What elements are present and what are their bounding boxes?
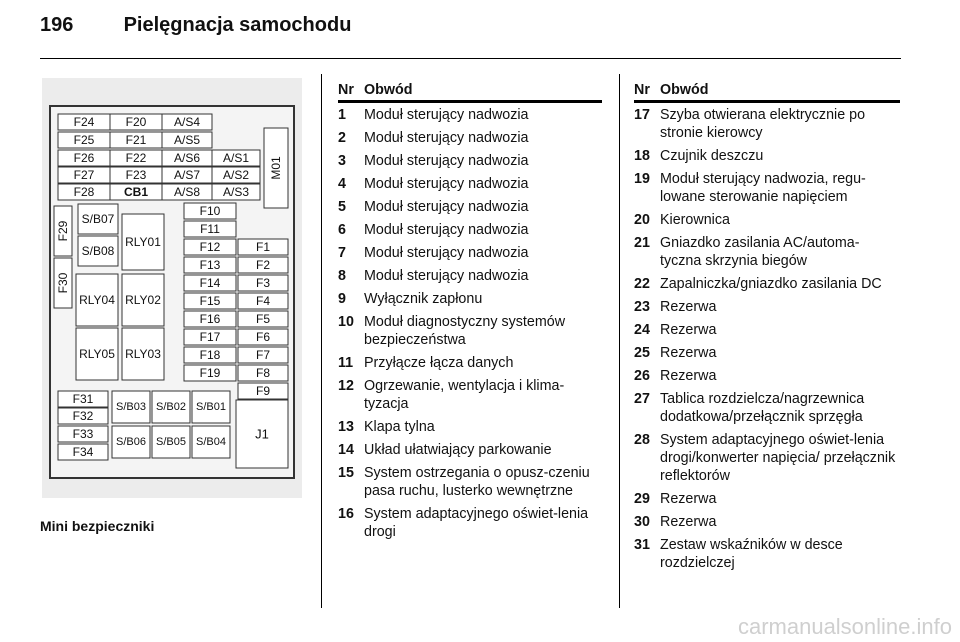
row-number: 12: [338, 378, 354, 394]
row-number: 9: [338, 291, 346, 307]
row-number: 11: [338, 355, 354, 371]
row-number: 16: [338, 506, 354, 522]
table-row: [338, 106, 602, 124]
svg-text:F34: F34: [72, 445, 94, 459]
row-number: 2: [338, 130, 346, 146]
svg-text:A/S1: A/S1: [222, 151, 250, 165]
fuse-F9: [238, 383, 288, 399]
table-row: [634, 298, 900, 316]
svg-text:A/S5: A/S5: [173, 133, 201, 147]
row-description: Rezerwa: [660, 491, 717, 507]
fuse-F19: [184, 365, 236, 381]
svg-text:RLY04: RLY04: [79, 293, 115, 307]
fuse-F25: [58, 132, 110, 148]
table-row: [338, 244, 602, 262]
row-description: Czujnik deszczu: [660, 148, 764, 164]
row-number: 1: [338, 107, 346, 123]
svg-text:S/B03: S/B03: [116, 401, 146, 413]
row-description: Moduł sterujący nadwozia: [364, 222, 529, 238]
svg-text:F18: F18: [199, 348, 221, 362]
fuse-F3: [238, 275, 288, 291]
row-number: 10: [338, 314, 354, 330]
svg-text:F23: F23: [125, 168, 147, 182]
row-description: Rezerwa: [660, 368, 717, 384]
svg-text:A/S7: A/S7: [173, 168, 201, 182]
svg-text:F33: F33: [72, 427, 94, 441]
header-nr: Nr: [634, 82, 650, 98]
svg-text:A/S3: A/S3: [222, 185, 250, 199]
fuse-F28: [58, 184, 110, 200]
header-circuit: Obwód: [364, 82, 413, 98]
row-description: Wyłącznik zapłonu: [364, 291, 483, 307]
table-row: [634, 275, 900, 293]
fuse-F23: [110, 167, 162, 183]
fuse-F34: [58, 444, 108, 460]
fuse-F5: [238, 311, 288, 327]
svg-text:M01: M01: [269, 156, 283, 180]
table-row: [634, 367, 900, 385]
fuse-box-svg: [42, 78, 302, 498]
fuse-SB05: [152, 426, 190, 458]
relay-RLY03: [122, 328, 164, 380]
fuse-SB06: [112, 426, 150, 458]
row-description: Moduł sterujący nadwozia: [364, 153, 529, 169]
row-number: 25: [634, 345, 650, 361]
header-nr: Nr: [338, 82, 354, 98]
row-description: Zestaw wskaźników w desce rozdzielczej: [660, 537, 843, 571]
svg-text:A/S6: A/S6: [173, 151, 201, 165]
table-row: [338, 377, 602, 413]
table-row: [338, 464, 602, 500]
row-number: 5: [338, 199, 346, 215]
circuit-table-right: [634, 81, 900, 577]
svg-text:F16: F16: [199, 312, 221, 326]
watermark: carmanualsonline.info: [737, 614, 952, 639]
row-number: 24: [634, 322, 650, 338]
svg-text:RLY01: RLY01: [125, 235, 161, 249]
row-description: System adaptacyjnego oświet-lenia drogi/konwerter napięcia/ przełącznik reflektorów: [660, 432, 896, 484]
row-number: 14: [338, 442, 354, 458]
svg-text:F8: F8: [255, 366, 271, 380]
fuse-SB07: [78, 204, 118, 234]
svg-text:F14: F14: [199, 276, 221, 290]
svg-text:F24: F24: [73, 115, 95, 129]
circuit-table-left: [338, 81, 602, 546]
fuse-AS1: [212, 150, 260, 166]
fuse-F2: [238, 257, 288, 273]
header-rule: [40, 58, 901, 59]
fuse-SB02: [152, 391, 190, 423]
row-description: Klapa tylna: [364, 419, 435, 435]
svg-text:F29: F29: [56, 220, 70, 242]
fuse-box-diagram: [42, 78, 302, 498]
figure-caption: Mini bezpieczniki: [40, 518, 155, 534]
header-circuit: Obwód: [660, 82, 709, 98]
svg-text:F17: F17: [199, 330, 221, 344]
svg-text:F22: F22: [125, 151, 147, 165]
fuse-SB04: [192, 426, 230, 458]
fuse-F32: [58, 408, 108, 424]
table-row: [338, 129, 602, 147]
svg-text:A/S2: A/S2: [222, 168, 250, 182]
svg-text:F11: F11: [200, 222, 220, 236]
svg-text:F19: F19: [199, 366, 221, 380]
table-row: [338, 313, 602, 349]
row-description: Rezerwa: [660, 514, 717, 530]
fuse-F24: [58, 114, 110, 130]
fuse-F1: [238, 239, 288, 255]
fuse-AS3: [212, 184, 260, 200]
svg-text:J1: J1: [255, 426, 269, 442]
fuse-F11: [184, 221, 236, 237]
row-number: 7: [338, 245, 346, 261]
row-number: 18: [634, 148, 650, 164]
fuse-F20: [110, 114, 162, 130]
row-description: Rezerwa: [660, 322, 717, 338]
table-row: [338, 441, 602, 459]
fuse-AS4: [162, 114, 212, 130]
row-number: 21: [634, 235, 650, 251]
fuse-F29: [54, 206, 72, 256]
fuse-AS6: [162, 150, 212, 166]
table-row: [634, 147, 900, 165]
svg-text:S/B02: S/B02: [156, 401, 186, 413]
fuse-F14: [184, 275, 236, 291]
row-number: 26: [634, 368, 650, 384]
svg-text:F30: F30: [56, 272, 70, 294]
fuse-F13: [184, 257, 236, 273]
fuse-F16: [184, 311, 236, 327]
table-row: [634, 321, 900, 339]
svg-text:A/S8: A/S8: [173, 185, 201, 199]
table-row: [338, 198, 602, 216]
fuse-AS8: [162, 184, 212, 200]
fuse-F7: [238, 347, 288, 363]
svg-text:F28: F28: [73, 185, 95, 199]
row-description: Szyba otwierana elektrycznie po stronie kierowcy: [660, 107, 866, 141]
row-number: 8: [338, 268, 346, 284]
row-description: Gniazdko zasilania AC/automa-tyczna skrzynia biegów: [660, 235, 860, 269]
row-description: System adaptacyjnego oświet-lenia drogi: [364, 506, 589, 540]
fuse-F33: [58, 426, 108, 442]
table-row: [634, 106, 900, 142]
row-description: Moduł sterujący nadwozia, regu-lowane sterowanie napięciem: [660, 171, 866, 205]
row-description: Moduł diagnostyczny systemów bezpieczeństwa: [364, 314, 566, 348]
fuse-F31: [58, 391, 108, 407]
table-header: [338, 81, 602, 103]
row-description: Rezerwa: [660, 299, 717, 315]
svg-text:S/B05: S/B05: [156, 436, 186, 448]
svg-text:F9: F9: [255, 384, 271, 398]
row-number: 27: [634, 391, 650, 407]
row-number: 31: [634, 537, 650, 553]
svg-text:F5: F5: [255, 312, 271, 326]
page-number: 196: [40, 14, 74, 36]
fuse-AS7: [162, 167, 212, 183]
fuse-SB03: [112, 391, 150, 423]
row-description: Rezerwa: [660, 345, 717, 361]
table-header: [634, 81, 900, 103]
table-row: [338, 354, 602, 372]
svg-text:F2: F2: [255, 258, 271, 272]
row-description: Ogrzewanie, wentylacja i klima-tyzacja: [364, 378, 565, 412]
fuse-SB08: [78, 236, 118, 266]
row-number: 22: [634, 276, 650, 292]
row-description: Przyłącze łącza danych: [364, 355, 514, 371]
svg-text:F25: F25: [73, 133, 95, 147]
page-header: [40, 14, 351, 37]
table-row: [338, 175, 602, 193]
table-row: [338, 418, 602, 436]
row-description: Moduł sterujący nadwozia: [364, 268, 529, 284]
fuse-F26: [58, 150, 110, 166]
table-row: [634, 211, 900, 229]
svg-text:F3: F3: [255, 276, 271, 290]
svg-text:F31: F31: [72, 392, 94, 406]
relay-RLY05: [76, 328, 118, 380]
row-description: Kierownica: [660, 212, 730, 228]
svg-text:S/B01: S/B01: [196, 401, 226, 413]
row-number: 30: [634, 514, 650, 530]
table-row: [634, 390, 900, 426]
fuse-F10: [184, 203, 236, 219]
svg-text:RLY02: RLY02: [125, 293, 161, 307]
table-row: [338, 221, 602, 239]
page-title: Pielęgnacja samochodu: [123, 14, 352, 36]
row-number: 23: [634, 299, 650, 315]
row-description: System ostrzegania o opusz-czeniu pasa ruchu, lusterko wewnętrzne: [364, 465, 590, 499]
row-number: 6: [338, 222, 346, 238]
fuse-F6: [238, 329, 288, 345]
fuse-F17: [184, 329, 236, 345]
row-number: 19: [634, 171, 650, 187]
svg-text:F21: F21: [125, 133, 147, 147]
fuse-F8: [238, 365, 288, 381]
svg-text:F7: F7: [255, 348, 271, 362]
column-divider-right: [619, 74, 620, 608]
row-description: Układ ułatwiający parkowanie: [364, 442, 552, 458]
row-number: 4: [338, 176, 346, 192]
row-description: Zapalniczka/gniazdko zasilania DC: [660, 276, 882, 292]
svg-text:F32: F32: [72, 409, 94, 423]
row-number: 13: [338, 419, 354, 435]
table-row: [634, 234, 900, 270]
row-number: 20: [634, 212, 650, 228]
fuse-F15: [184, 293, 236, 309]
module-M01: [264, 128, 288, 208]
svg-text:F4: F4: [255, 294, 271, 308]
table-row: [338, 152, 602, 170]
svg-text:A/S4: A/S4: [173, 115, 201, 129]
svg-text:F20: F20: [125, 115, 147, 129]
table-row: [634, 170, 900, 206]
svg-text:F27: F27: [73, 168, 95, 182]
svg-text:F6: F6: [255, 330, 271, 344]
relay-RLY04: [76, 274, 118, 326]
row-number: 29: [634, 491, 650, 507]
fuse-F21: [110, 132, 162, 148]
relay-RLY02: [122, 274, 164, 326]
row-description: Moduł sterujący nadwozia: [364, 107, 529, 123]
relay-RLY01: [122, 214, 164, 270]
table-row: [634, 490, 900, 508]
svg-text:S/B08: S/B08: [81, 244, 115, 258]
fuse-F27: [58, 167, 110, 183]
svg-text:RLY05: RLY05: [79, 347, 115, 361]
fuse-F30: [54, 258, 72, 308]
fuse-CB1: [110, 184, 162, 200]
svg-text:F15: F15: [199, 294, 221, 308]
svg-text:S/B04: S/B04: [196, 436, 226, 448]
table-row: [634, 513, 900, 531]
table-row: [338, 505, 602, 541]
row-description: Moduł sterujący nadwozia: [364, 130, 529, 146]
row-number: 28: [634, 432, 650, 448]
svg-text:F12: F12: [199, 240, 221, 254]
row-description: Moduł sterujący nadwozia: [364, 199, 529, 215]
fuse-F18: [184, 347, 236, 363]
fuse-F4: [238, 293, 288, 309]
connector-J1: [236, 400, 288, 468]
svg-text:F10: F10: [199, 204, 221, 218]
column-divider-left: [321, 74, 322, 608]
table-row: [338, 290, 602, 308]
fuse-SB01: [192, 391, 230, 423]
row-number: 17: [634, 107, 650, 123]
svg-text:F26: F26: [73, 151, 95, 165]
row-description: Moduł sterujący nadwozia: [364, 176, 529, 192]
row-number: 3: [338, 153, 346, 169]
fuse-F22: [110, 150, 162, 166]
svg-text:RLY03: RLY03: [125, 347, 161, 361]
row-description: Moduł sterujący nadwozia: [364, 245, 529, 261]
row-number: 15: [338, 465, 354, 481]
table-row: [338, 267, 602, 285]
fuse-AS5: [162, 132, 212, 148]
svg-text:F13: F13: [199, 258, 221, 272]
svg-text:S/B07: S/B07: [81, 212, 115, 226]
table-row: [634, 536, 900, 572]
svg-text:S/B06: S/B06: [116, 436, 146, 448]
row-description: Tablica rozdzielcza/nagrzewnica dodatkowa/przełącznik sprzęgła: [660, 391, 865, 425]
table-row: [634, 431, 900, 485]
svg-text:CB1: CB1: [123, 185, 149, 199]
svg-text:F1: F1: [255, 240, 271, 254]
fuse-F12: [184, 239, 236, 255]
fuse-AS2: [212, 167, 260, 183]
table-row: [634, 344, 900, 362]
